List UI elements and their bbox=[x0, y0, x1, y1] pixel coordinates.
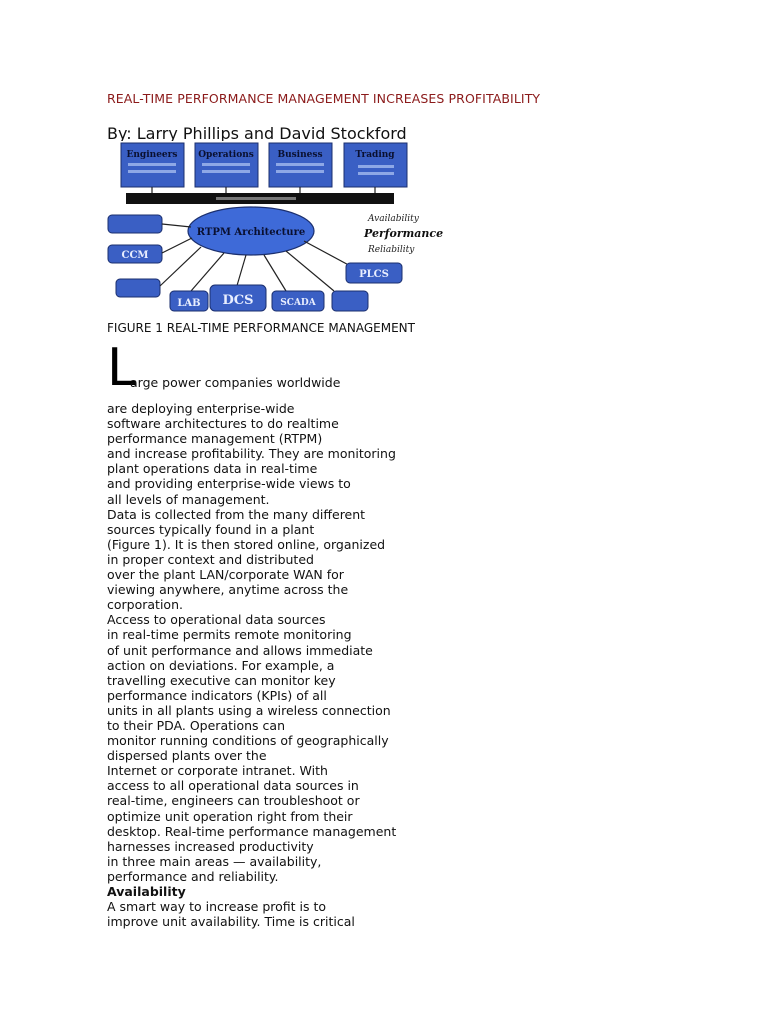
body-line: of unit performance and allows immediate bbox=[107, 642, 373, 658]
svg-text:PLCS: PLCS bbox=[359, 269, 389, 280]
body-line: in three main areas — availability, bbox=[107, 853, 322, 869]
figure-left-nodes bbox=[108, 215, 162, 297]
body-line: monitor running conditions of geographically bbox=[107, 733, 389, 749]
body-line: in proper context and distributed bbox=[107, 551, 314, 567]
figure-node-manual bbox=[332, 291, 368, 311]
body-line: desktop. Real-time performance management bbox=[107, 823, 397, 839]
svg-text:Operations: Operations bbox=[198, 150, 254, 160]
body-line: sources typically found in a plant bbox=[107, 521, 315, 537]
svg-text:Engineers: Engineers bbox=[126, 150, 178, 160]
body-line: harnesses increased productivity bbox=[107, 838, 314, 854]
body-line: travelling executive can monitor key bbox=[107, 672, 336, 688]
body-line: to their PDA. Operations can bbox=[107, 717, 285, 733]
figure-node-lab bbox=[170, 291, 208, 311]
body-line: improve unit availability. Time is critical bbox=[107, 914, 355, 930]
figure-box-engineers bbox=[121, 143, 184, 187]
body-line: are deploying enterprise-wide bbox=[107, 401, 295, 416]
svg-text:RTPM Architecture: RTPM Architecture bbox=[196, 227, 306, 238]
drop-cap: L bbox=[107, 338, 136, 398]
body-line: and increase profitability. They are monitoring bbox=[107, 446, 396, 462]
body-line: and providing enterprise-wide views to bbox=[107, 476, 351, 492]
figure-node-dcs bbox=[210, 285, 266, 311]
drop-cap-rest: arge power companies worldwide bbox=[130, 375, 341, 390]
figure-caption: FIGURE 1 REAL-TIME PERFORMANCE MANAGEMENT bbox=[107, 321, 415, 335]
svg-text:DCS: DCS bbox=[222, 293, 254, 308]
svg-text:Performance: Performance bbox=[364, 227, 444, 240]
article-title: REAL-TIME PERFORMANCE MANAGEMENT INCREASES PROFITABILITY bbox=[107, 91, 541, 106]
body-line: real-time, engineers can troubleshoot or bbox=[107, 793, 360, 809]
body-line: Internet or corporate intranet. With bbox=[107, 763, 328, 779]
body-line: software architectures to do realtime bbox=[107, 416, 339, 432]
figure-node-plcs bbox=[346, 263, 402, 283]
body-line: in real-time permits remote monitoring bbox=[107, 627, 352, 643]
body-line: plant operations data in real-time bbox=[107, 461, 318, 477]
figure-side-labels bbox=[363, 214, 443, 255]
body-line: Access to operational data sources bbox=[107, 612, 326, 628]
body-line: performance and reliability. bbox=[107, 868, 279, 884]
figure-box-operations bbox=[195, 143, 258, 187]
body-line: viewing anywhere, anytime across the bbox=[107, 582, 349, 598]
svg-text:CCM: CCM bbox=[121, 250, 149, 261]
body-line: units in all plants using a wireless connection bbox=[107, 702, 391, 718]
body-line: A smart way to increase profit is to bbox=[107, 899, 327, 915]
figure-connectors-top bbox=[152, 187, 375, 193]
body-line: Data is collected from the many different bbox=[107, 506, 366, 522]
body-line: corporation. bbox=[107, 597, 183, 613]
svg-text:Business: Business bbox=[277, 150, 323, 160]
figure-node-scada bbox=[272, 291, 324, 311]
body-line: all levels of management. bbox=[107, 491, 270, 507]
svg-text:SCADA: SCADA bbox=[280, 298, 316, 308]
figure-box-business bbox=[269, 143, 332, 187]
body-line: access to all operational data sources in bbox=[107, 778, 359, 794]
body-line: over the plant LAN/corporate WAN for bbox=[107, 567, 344, 583]
svg-text:Trading: Trading bbox=[355, 150, 395, 160]
body-line: action on deviations. For example, a bbox=[107, 657, 335, 673]
body-line: optimize unit operation right from their bbox=[107, 808, 353, 824]
body-line: (Figure 1). It is then stored online, organized bbox=[107, 536, 386, 552]
figure-box-trading bbox=[344, 143, 407, 187]
byline: By: Larry Phillips and David Stockford bbox=[107, 124, 407, 143]
svg-text:LAB: LAB bbox=[177, 298, 201, 309]
svg-text:Availability: Availability bbox=[368, 214, 419, 224]
body-line: performance indicators (KPIs) of all bbox=[107, 687, 327, 703]
article-body bbox=[107, 401, 407, 929]
body-line: performance management (RTPM) bbox=[107, 431, 323, 447]
rtpm-architecture-figure bbox=[106, 141, 444, 317]
svg-text:Reliability: Reliability bbox=[368, 245, 415, 255]
body-line: dispersed plants over the bbox=[107, 748, 267, 764]
section-heading: Availability bbox=[107, 884, 186, 899]
